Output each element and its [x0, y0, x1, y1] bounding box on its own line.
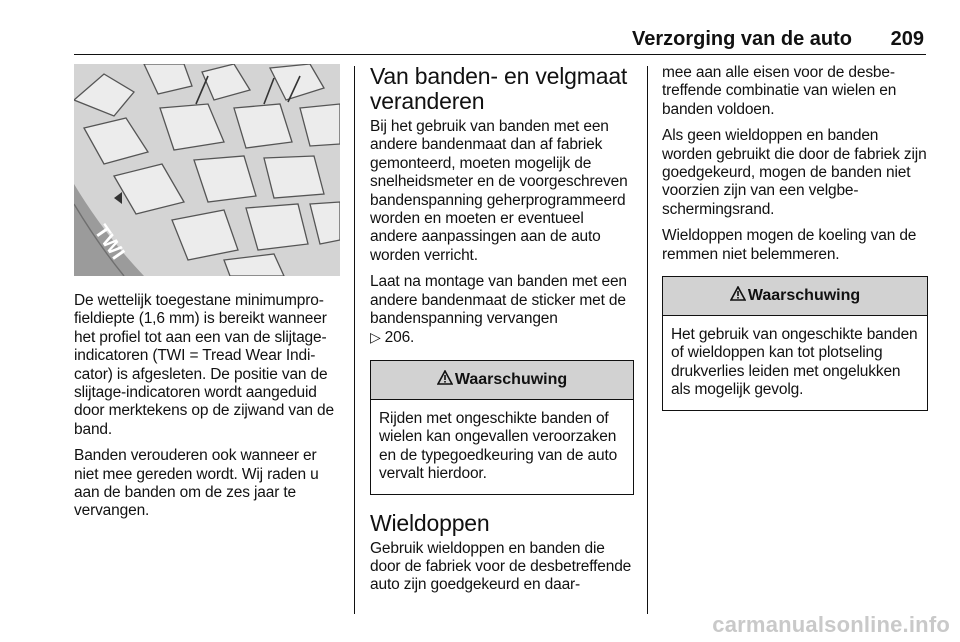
- paragraph: Laat na montage van banden met een andere bandenmaat de sticker met de bandenspanning vervangen: [370, 273, 627, 328]
- warning-triangle-icon: [437, 370, 453, 390]
- page-reference-icon: ▷: [370, 329, 381, 346]
- paragraph: Banden verouderen ook wanneer er niet mee gereden wordt. Wij raden u aan de banden om de zes jaar te vervangen.: [74, 447, 319, 520]
- warning-text: Rijden met ongeschikte banden of wielen kan ongevallen veroorzaken en de typegoedkeuring van de auto vervalt hierdoor.: [379, 409, 618, 483]
- warning-triangle-icon: [730, 286, 746, 306]
- section-heading: Wieldoppen: [370, 509, 490, 536]
- paragraph: De wettelijk toegestane minimumprofieldiepte (1,6 mm) is bereikt wanneer het profiel tot aan een van de slijtage-indicatoren (TWI = Tread Wear Indicator) is afgesleten. De positie van de slijtage-indicatoren wordt aangeduid door merktekens op de zijwand van de band.: [74, 292, 334, 438]
- page-number: 209: [890, 28, 924, 50]
- column-3: [662, 64, 928, 427]
- paragraph: [370, 328, 634, 347]
- page-header-title: Verzorging van de auto: [631, 28, 852, 50]
- warning-header: Waarschuwing: [663, 277, 927, 316]
- paragraph: Als geen wieldoppen en banden worden gebruikt die door de fabriek zijn goedgekeurd, mogen de banden niet voorzien zijn van een velgbeschermingsrand.: [662, 127, 927, 218]
- twi-label: TWI: [89, 220, 129, 264]
- watermark: carmanualsonline.info: [712, 612, 950, 637]
- column-divider-left: [354, 66, 355, 614]
- warning-text: Het gebruik van ongeschikte banden of wieldoppen kan tot plotseling drukverlies leiden met ongelukken als mogelijk gevolg.: [671, 326, 918, 399]
- column-divider-right: [647, 66, 648, 614]
- paragraph: Wieldoppen mogen de koeling van de remmen niet belemmeren.: [662, 227, 917, 263]
- tyre-tread-drawing: [74, 64, 340, 276]
- tyre-tread-illustration: [74, 64, 340, 276]
- header-rule: [74, 54, 926, 55]
- paragraph: mee aan alle eisen voor de desbetreffende combinatie van wielen en banden voldoen.: [662, 64, 897, 118]
- warning-box: [370, 360, 634, 495]
- warning-header: Waarschuwing: [371, 361, 633, 400]
- page-reference[interactable]: 206.: [384, 329, 415, 347]
- column-1: [74, 64, 340, 529]
- column-2: [370, 64, 634, 603]
- paragraph: Bij het gebruik van banden met een andere bandenmaat dan af fabriek gemonteerd, moeten mogelijk de snelheidsmeter en de voorgeschreven bandenspanning geherprogrammeerd worden en moeten er eventueel andere aanpassingen aan de auto worden verricht.: [370, 118, 628, 264]
- warning-box: [662, 276, 928, 411]
- paragraph: Gebruik wieldoppen en banden die door de fabriek voor de desbetreffende auto zijn goedgekeurd en daar-: [370, 539, 632, 594]
- section-heading: Van banden- en velgmaat veranderen: [370, 63, 628, 114]
